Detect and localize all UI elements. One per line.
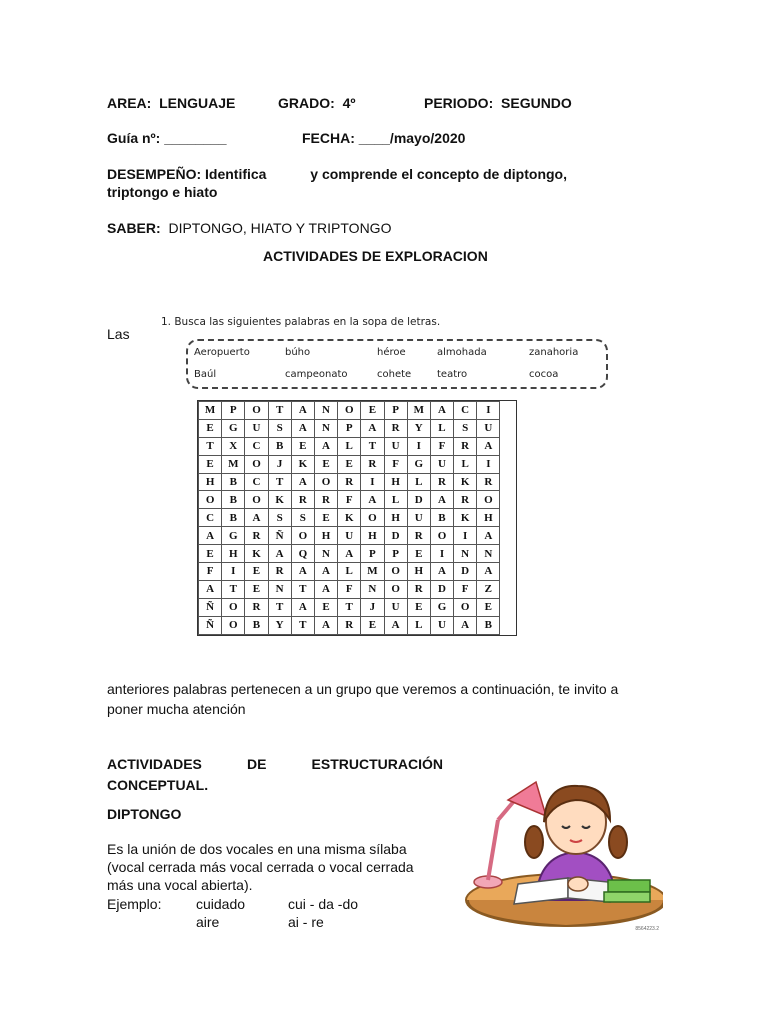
grid-cell: T xyxy=(268,473,291,491)
grid-cell: L xyxy=(407,616,430,634)
grid-cell: U xyxy=(338,527,361,545)
word-item: héroe xyxy=(377,347,406,358)
grid-cell: P xyxy=(384,545,407,563)
grid-cell: A xyxy=(361,419,384,437)
word-item: Baúl xyxy=(194,369,217,380)
grid-cell: E xyxy=(361,616,384,634)
grid-cell: Q xyxy=(291,545,314,563)
grid-cell: A xyxy=(291,563,314,581)
grid-cell: X xyxy=(222,437,245,455)
grid-cell: Y xyxy=(268,616,291,634)
grid-cell: U xyxy=(477,419,500,437)
grid-cell: B xyxy=(245,616,268,634)
grid-cell: H xyxy=(361,527,384,545)
guia-field: Guía nº: ________ xyxy=(107,130,227,146)
grid-row xyxy=(199,598,500,616)
grid-cell: O xyxy=(199,491,222,509)
grid-cell: Ñ xyxy=(199,616,222,634)
desempeno-text: DESEMPEÑO: Identifica y comprende el concepto de diptongo, triptongo e hiato xyxy=(107,166,567,200)
grid-cell: T xyxy=(291,580,314,598)
grid-cell: A xyxy=(291,419,314,437)
estructuracion-title-line2: CONCEPTUAL. xyxy=(107,777,209,793)
grid-cell: N xyxy=(477,545,500,563)
grid-cell: H xyxy=(199,473,222,491)
grid-cell: U xyxy=(384,598,407,616)
grid-cell: T xyxy=(199,437,222,455)
word-item: almohada xyxy=(437,347,487,358)
grid-cell: H xyxy=(222,545,245,563)
grid-cell: F xyxy=(454,580,477,598)
grid-cell: E xyxy=(199,455,222,473)
grid-cell: A xyxy=(430,563,453,581)
grid-cell: T xyxy=(291,616,314,634)
grid-cell: B xyxy=(222,491,245,509)
grid-cell: E xyxy=(199,419,222,437)
grid-cell: P xyxy=(222,402,245,420)
word-item: Aeropuerto xyxy=(194,347,250,358)
word-item: zanahoria xyxy=(529,347,579,358)
grid-cell: I xyxy=(430,545,453,563)
grid-cell: R xyxy=(454,437,477,455)
grid-cell: L xyxy=(384,491,407,509)
word-item: cocoa xyxy=(529,369,559,380)
grid-cell: C xyxy=(245,437,268,455)
grid-cell: E xyxy=(314,598,337,616)
grid-cell: P xyxy=(361,545,384,563)
grid-cell: O xyxy=(338,402,361,420)
grid-cell: R xyxy=(245,527,268,545)
grid-cell: R xyxy=(291,491,314,509)
grid-cell: F xyxy=(338,491,361,509)
grid-cell: L xyxy=(407,473,430,491)
grid-cell: A xyxy=(361,491,384,509)
grid-cell: S xyxy=(454,419,477,437)
grid-cell: A xyxy=(430,402,453,420)
fecha-field: FECHA: ____/mayo/2020 xyxy=(302,130,466,146)
grid-row xyxy=(199,527,500,545)
word-item: campeonato xyxy=(285,369,348,380)
grid-cell: O xyxy=(222,616,245,634)
ejemplo-block: Ejemplo: cuidado cui - da -do aire ai - re xyxy=(107,896,359,930)
grid-cell: B xyxy=(430,509,453,527)
exploracion-title: ACTIVIDADES DE EXPLORACION xyxy=(263,248,488,264)
diptongo-title: DIPTONGO xyxy=(107,806,182,822)
grid-cell: E xyxy=(314,509,337,527)
grid-cell: O xyxy=(245,402,268,420)
grid-cell: T xyxy=(361,437,384,455)
grid-cell: E xyxy=(407,545,430,563)
grid-cell: R xyxy=(430,473,453,491)
diptongo-definition: Es la unión de dos vocales en una misma sílaba (vocal cerrada más vocal cerrada o vocal cerrada más una vocal abierta). xyxy=(107,841,414,893)
grid-cell: R xyxy=(245,598,268,616)
grid-row xyxy=(199,455,500,473)
grid-cell: L xyxy=(430,419,453,437)
grid-cell: O xyxy=(245,491,268,509)
grid-cell: M xyxy=(222,455,245,473)
grid-row xyxy=(199,491,500,509)
grid-cell: H xyxy=(384,473,407,491)
grid-cell: P xyxy=(384,402,407,420)
grid-cell: U xyxy=(407,509,430,527)
grid-cell: S xyxy=(268,509,291,527)
grid-cell: K xyxy=(454,509,477,527)
grid-cell: H xyxy=(314,527,337,545)
grid-cell: D xyxy=(407,491,430,509)
grid-cell: T xyxy=(268,402,291,420)
grid-cell: E xyxy=(291,437,314,455)
grid-cell: R xyxy=(361,455,384,473)
grid-cell: U xyxy=(384,437,407,455)
grid-cell: O xyxy=(222,598,245,616)
grid-cell: N xyxy=(361,580,384,598)
after-text: anteriores palabras pertenecen a un grupo que veremos a continuación, te invito a poner mucha atención xyxy=(107,681,619,717)
grid-cell: Y xyxy=(407,419,430,437)
grid-cell: A xyxy=(291,473,314,491)
grid-cell: M xyxy=(199,402,222,420)
grid-cell: O xyxy=(384,563,407,581)
word-item: búho xyxy=(285,347,311,358)
wordsearch-instruction: 1. Busca las siguientes palabras en la sopa de letras. xyxy=(161,316,441,328)
grid-cell: B xyxy=(268,437,291,455)
grid-row xyxy=(199,580,500,598)
grid-cell: F xyxy=(430,437,453,455)
grid-cell: A xyxy=(314,616,337,634)
grid-cell: R xyxy=(268,563,291,581)
grid-cell: K xyxy=(338,509,361,527)
grid-cell: I xyxy=(361,473,384,491)
grid-cell: O xyxy=(430,527,453,545)
grid-cell: E xyxy=(199,545,222,563)
grid-cell: U xyxy=(430,455,453,473)
grid-cell: H xyxy=(384,509,407,527)
stamp-text: 8564223.2 xyxy=(635,926,659,932)
grid-cell: M xyxy=(361,563,384,581)
grid-cell: K xyxy=(454,473,477,491)
grid-cell: I xyxy=(477,402,500,420)
grid-cell: T xyxy=(338,598,361,616)
grid-cell: N xyxy=(314,419,337,437)
las-text: Las xyxy=(107,326,130,342)
grid-cell: A xyxy=(291,402,314,420)
grid-cell: F xyxy=(384,455,407,473)
grid-cell: P xyxy=(338,419,361,437)
grid-cell: M xyxy=(407,402,430,420)
grid-cell: J xyxy=(361,598,384,616)
grid-cell: D xyxy=(384,527,407,545)
girl-studying-icon xyxy=(458,760,663,932)
grid-row xyxy=(199,545,500,563)
grid-cell: E xyxy=(361,402,384,420)
grid-cell: L xyxy=(454,455,477,473)
grid-cell: Z xyxy=(477,580,500,598)
grid-cell: A xyxy=(314,563,337,581)
grid-cell: F xyxy=(338,580,361,598)
grid-cell: U xyxy=(430,616,453,634)
grid-cell: A xyxy=(199,527,222,545)
grid-cell: A xyxy=(477,563,500,581)
grid-cell: R xyxy=(314,491,337,509)
grid-cell: K xyxy=(291,455,314,473)
grid-cell: E xyxy=(477,598,500,616)
grid-cell: T xyxy=(268,598,291,616)
grid-cell: G xyxy=(222,419,245,437)
grid-cell: T xyxy=(222,580,245,598)
grid-cell: S xyxy=(268,419,291,437)
grid-cell: R xyxy=(454,491,477,509)
grid-cell: S xyxy=(291,509,314,527)
grid-cell: A xyxy=(338,545,361,563)
grid-cell: E xyxy=(338,455,361,473)
grid-cell: O xyxy=(454,598,477,616)
grid-cell: I xyxy=(454,527,477,545)
grid-row xyxy=(199,509,500,527)
grid-cell: O xyxy=(291,527,314,545)
periodo-label: PERIODO: SEGUNDO xyxy=(424,95,572,111)
grid-cell: N xyxy=(314,402,337,420)
grid-cell: A xyxy=(314,437,337,455)
grid-row xyxy=(199,437,500,455)
grid-cell: C xyxy=(245,473,268,491)
grid-cell: O xyxy=(314,473,337,491)
grid-cell: O xyxy=(361,509,384,527)
grid-cell: R xyxy=(384,419,407,437)
grid-cell: G xyxy=(407,455,430,473)
grid-cell: N xyxy=(454,545,477,563)
grid-cell: Ñ xyxy=(268,527,291,545)
grid-cell: L xyxy=(338,437,361,455)
grid-cell: G xyxy=(222,527,245,545)
grid-cell: E xyxy=(245,580,268,598)
grid-cell: A xyxy=(245,509,268,527)
grid-cell: A xyxy=(268,545,291,563)
grid-cell: H xyxy=(407,563,430,581)
area-label: AREA: LENGUAJE xyxy=(107,95,236,111)
grid-cell: O xyxy=(477,491,500,509)
grid-cell: A xyxy=(199,580,222,598)
grid-row xyxy=(199,473,500,491)
grid-cell: H xyxy=(477,509,500,527)
grid-cell: O xyxy=(245,455,268,473)
grid-cell: K xyxy=(268,491,291,509)
grid-cell: Ñ xyxy=(199,598,222,616)
grid-cell: I xyxy=(477,455,500,473)
grid-row xyxy=(199,419,500,437)
grid-cell: C xyxy=(454,402,477,420)
grado-label: GRADO: 4º xyxy=(278,95,356,111)
word-list-box xyxy=(186,339,608,389)
grid-cell: I xyxy=(407,437,430,455)
grid-cell: N xyxy=(268,580,291,598)
grid-cell: E xyxy=(407,598,430,616)
grid-cell: A xyxy=(314,580,337,598)
grid-cell: N xyxy=(314,545,337,563)
grid-cell: E xyxy=(245,563,268,581)
grid-cell: A xyxy=(454,616,477,634)
grid-cell: J xyxy=(268,455,291,473)
grid-cell: E xyxy=(314,455,337,473)
grid-cell: K xyxy=(245,545,268,563)
grid-cell: R xyxy=(407,580,430,598)
word-search-grid xyxy=(197,400,517,636)
word-item: teatro xyxy=(437,369,468,380)
grid-row xyxy=(199,616,500,634)
grid-cell: B xyxy=(477,616,500,634)
grid-cell: C xyxy=(199,509,222,527)
word-item: cohete xyxy=(377,369,412,380)
grid-cell: R xyxy=(407,527,430,545)
grid-cell: I xyxy=(222,563,245,581)
grid-cell: A xyxy=(291,598,314,616)
grid-cell: A xyxy=(477,437,500,455)
grid-cell: D xyxy=(454,563,477,581)
grid-cell: U xyxy=(245,419,268,437)
grid-row xyxy=(199,563,500,581)
grid-cell: F xyxy=(199,563,222,581)
grid-cell: R xyxy=(477,473,500,491)
grid-cell: B xyxy=(222,473,245,491)
grid-cell: D xyxy=(430,580,453,598)
grid-cell: O xyxy=(384,580,407,598)
saber-field: SABER: DIPTONGO, HIATO Y TRIPTONGO xyxy=(107,220,392,236)
grid-cell: B xyxy=(222,509,245,527)
grid-cell: R xyxy=(338,473,361,491)
grid-cell: G xyxy=(430,598,453,616)
grid-cell: A xyxy=(477,527,500,545)
grid-cell: A xyxy=(430,491,453,509)
grid-cell: L xyxy=(338,563,361,581)
estructuracion-title: ACTIVIDADES DE ESTRUCTURACIÓN xyxy=(107,756,443,772)
grid-row xyxy=(199,402,500,420)
grid-cell: A xyxy=(384,616,407,634)
grid-cell: R xyxy=(338,616,361,634)
